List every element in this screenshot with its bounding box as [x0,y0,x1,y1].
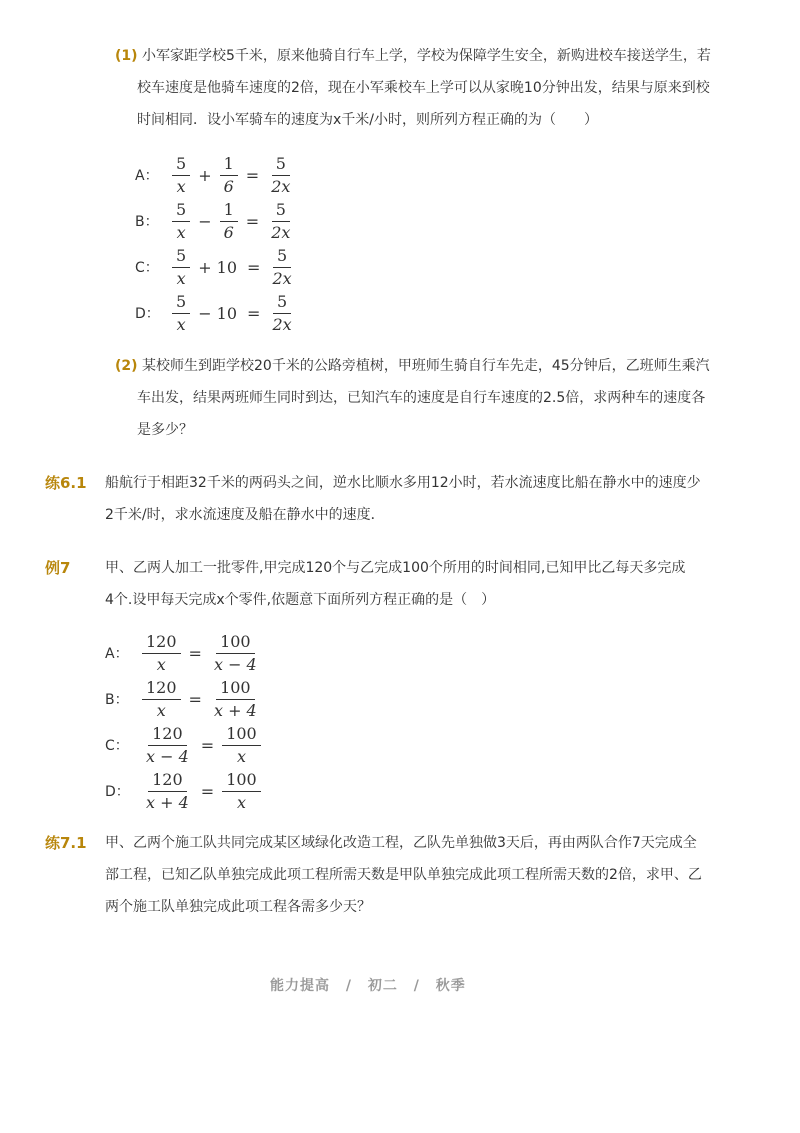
question-1 [115,40,725,136]
example-7: 甲、乙两人加工一批零件,甲完成120个与乙完成100个所用的时间相同,已知甲比乙每天多完成 4个.设甲每天完成x个零件,依题意下面所列方程正确的是（ ） [105,560,686,608]
page-footer: 能力提高 / 初二 / 秋季 [270,978,466,994]
option-a[interactable]: A： $\frac{120}{x}$ = $\frac{100}{x - 4}$ [105,630,264,676]
example-7-options [105,630,264,814]
question-number: (1) [115,48,138,64]
exercise-7-1: 甲、乙两个施工队共同完成某区域绿化改造工程，乙队先单独做3天后，再由两队合作7天完成全 部工程，已知乙队单独完成此项工程所需天数是甲队单独完成此项工程所需天数的2倍，求甲、乙 两个施工队单独完成此项工程各需多少天？ [105,835,702,915]
question-number: (2) [115,358,138,374]
equation: $\frac{5}{x}$ + $\frac{1}{6}$ = $\frac{5}{2x}$ [169,154,297,197]
question-2-line-1: (2) 某校师生到距学校20千米的公路旁植树，甲班师生骑自行车先走，45分钟后，乙班师生乘汽 [115,358,710,374]
equation: $\frac{120}{x}$ = $\frac{100}{x + 4}$ [139,678,264,721]
question-2 [115,350,725,446]
exercise-6-1-tag: 练6.1 [45,474,87,492]
question-1-options [135,152,299,336]
equation: $\frac{120}{x + 4}$ = $\frac{100}{x}$ [139,770,264,813]
equation: $\frac{5}{x}$ − $\frac{1}{6}$ = $\frac{5}{2x}$ [169,200,297,243]
option-b[interactable]: B： $\frac{120}{x}$ = $\frac{100}{x + 4}$ [105,676,264,722]
equation: $\frac{5}{x}$ − 10 = $\frac{5}{2x}$ [169,292,299,335]
option-c[interactable]: C： $\frac{120}{x - 4}$ = $\frac{100}{x}$ [105,722,264,768]
exercise-7-1-tag: 练7.1 [45,834,87,852]
option-a[interactable]: A： $\frac{5}{x}$ + $\frac{1}{6}$ = $\frac{5}{2x}$ [135,152,299,198]
exercise-6-1: 船航行于相距32千米的两码头之间，逆水比顺水多用12小时，若水流速度比船在静水中的速度少 2千米/时，求水流速度及船在静水中的速度． [105,475,701,523]
option-d[interactable]: D： $\frac{120}{x + 4}$ = $\frac{100}{x}$ [105,768,264,814]
question-2-line-3: 是多少？ [137,422,193,438]
example-7-tag: 例7 [45,559,71,577]
question-1-line-2: 校车速度是他骑车速度的2倍，现在小军乘校车上学可以从家晚10分钟出发，结果与原来到校 [137,80,710,96]
question-1-line-3: 时间相同．设小军骑车的速度为x千米/小时，则所列方程正确的为（ ） [137,112,598,128]
option-c[interactable]: C： $\frac{5}{x}$ + 10 = $\frac{5}{2x}$ [135,244,299,290]
option-b[interactable]: B： $\frac{5}{x}$ − $\frac{1}{6}$ = $\frac{5}{2x}$ [135,198,299,244]
question-1-line-1: (1) 小军家距学校5千米，原来他骑自行车上学，学校为保障学生安全，新购进校车接送学生，若 [115,48,711,64]
equation: $\frac{120}{x - 4}$ = $\frac{100}{x}$ [139,724,264,767]
equation: $\frac{120}{x}$ = $\frac{100}{x - 4}$ [139,632,264,675]
option-d[interactable]: D： $\frac{5}{x}$ − 10 = $\frac{5}{2x}$ [135,290,299,336]
question-2-line-2: 车出发，结果两班师生同时到达，已知汽车的速度是自行车速度的2.5倍，求两种车的速度各 [137,390,706,406]
equation: $\frac{5}{x}$ + 10 = $\frac{5}{2x}$ [169,246,299,289]
